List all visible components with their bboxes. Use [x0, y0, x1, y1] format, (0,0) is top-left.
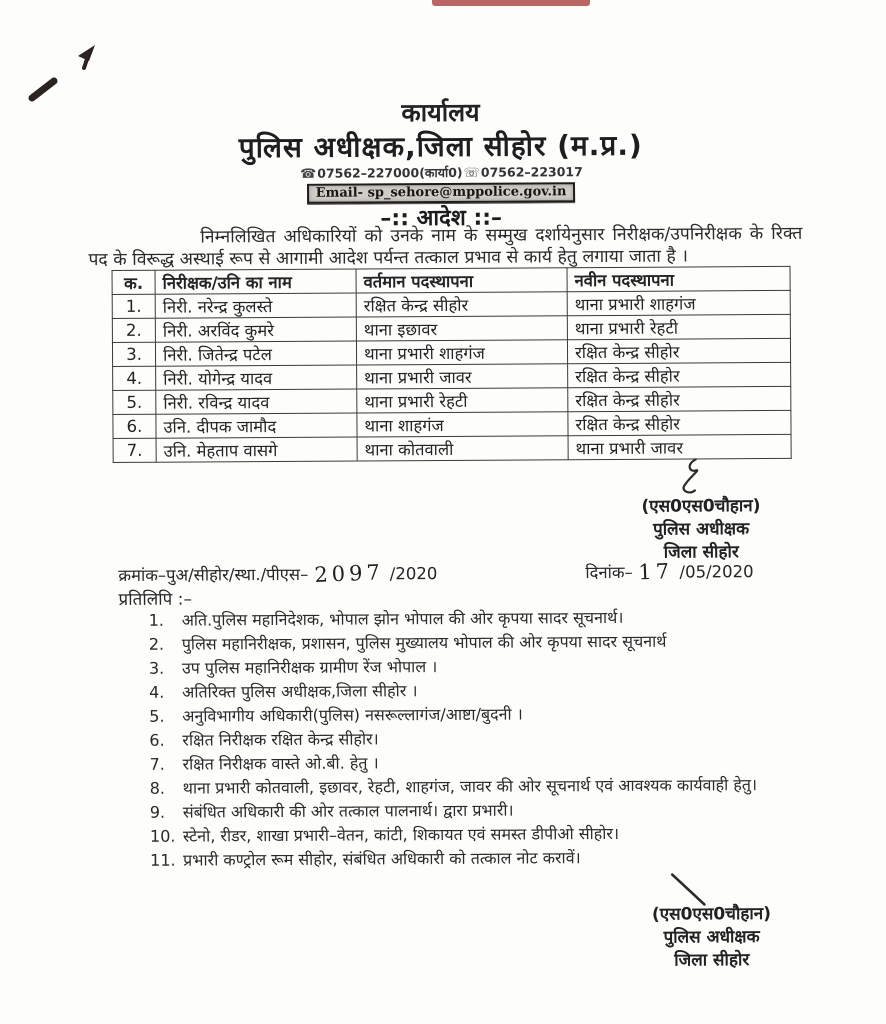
transfer-table [112, 266, 792, 463]
copies-heading: प्रतिलिपि :– [118, 589, 192, 610]
column-header-serial: क. [112, 270, 155, 294]
table-cell: 7. [113, 438, 156, 462]
phone-office-number: 07562–227000(कार्या0) [317, 164, 463, 181]
copy-list-number: 8. [149, 778, 166, 798]
table-cell: 3. [112, 342, 155, 366]
table-cell: उनि. दीपक जामौद [156, 413, 357, 438]
copy-list-text: पुलिस महानिरीक्षक, प्रशासन, पुलिस मुख्यालय भोपाल की ओर कृपया सादर सूचनार्थ [181, 631, 667, 654]
table-cell: 4. [113, 366, 156, 390]
fax-icon: ☏ [463, 165, 480, 181]
copy-list-number: 1. [148, 610, 164, 630]
reference-line [0, 557, 886, 587]
copy-list-item [150, 773, 856, 799]
reference-number [118, 560, 437, 586]
copy-list-number: 6. [149, 730, 165, 750]
letterhead-title: पुलिस अधीक्षक,जिला सीहोर (म.प्र.) [238, 128, 643, 165]
copy-list-number: 9. [149, 802, 166, 822]
table-cell: निरी. अरविंद कुमरे [155, 317, 356, 342]
copy-list-item [149, 701, 855, 727]
table-cell: थाना प्रभारी जावर [357, 364, 568, 389]
copy-list-text: थाना प्रभारी कोतवाली, इछावर, रेहटी, शाहगंज, जावर की ओर सूचनार्थ एवं आवश्यक कार्यवाही हेतु। [182, 775, 758, 798]
column-header-name: निरीक्षक/उनि का नाम [155, 269, 356, 294]
copy-list-text: प्रभारी कण्ट्रोल रूम सीहोर, संबंधित अधिकारी को तत्काल नोट करावें। [183, 848, 581, 870]
column-header-current-posting: वर्तमान पदस्थापना [356, 268, 567, 293]
signatory-district: जिला सीहोर [674, 950, 750, 971]
copy-list-number: 3. [148, 658, 165, 678]
date-rest: /05/2020 [679, 562, 754, 582]
copy-list-number: 5. [149, 706, 165, 726]
table-cell: रक्षित केन्द्र सीहोर [567, 338, 790, 363]
signature-block-bottom [622, 903, 800, 973]
date-day-handwritten: 17 [638, 558, 674, 585]
copy-list-item [149, 653, 855, 679]
intro-paragraph: निम्नलिखित अधिकारियों को उनके नाम के सम्मुख दर्शायेनुसार निरीक्षक/उपनिरीक्षक के रिक्त पद के विरूद्ध अस्थाई रूप से आगामी आदेश पर्यन्त तत्काल प्रभाव से कार्य हेतु लगाया जाता है । [88, 223, 803, 271]
email-highlight-box: Email- sp_sehore@mppolice.gov.in [307, 182, 576, 204]
signature-block-middle [612, 495, 790, 565]
copy-list-text: अतिरिक्त पुलिस अधीक्षक,जिला सीहोर । [182, 681, 418, 702]
table-cell: थाना प्रभारी रेहटी [567, 314, 790, 339]
copy-list-item [150, 845, 856, 871]
table-cell: थाना प्रभारी शाहगंज [567, 290, 790, 315]
table-cell: रक्षित केन्द्र सीहोर [568, 386, 791, 411]
copy-list-number: 2. [148, 634, 165, 654]
copy-list-text: स्टेनो, रीडर, शाखा प्रभारी–वेतन, कांटी, शिकायत एवं समस्त डीपीओ सीहोर। [182, 823, 620, 846]
table-cell: निरी. योगेन्द्र यादव [156, 365, 357, 390]
copy-list-item [149, 629, 855, 655]
copy-list-number: 10. [149, 826, 176, 846]
table-cell: 5. [113, 390, 156, 414]
copy-list-text: अति.पुलिस महानिदेशक, भोपाल झोन भोपाल की ओर कृपया सादर सूचनार्थ। [181, 607, 624, 630]
signatory-name: (एस0एस0चौहान) [651, 904, 772, 925]
signature-scribble-top [668, 456, 712, 498]
table-cell: 2. [112, 318, 155, 342]
copy-list-item [149, 725, 855, 751]
copy-list-text: उप पुलिस महानिरीक्षक ग्रामीण रेंज भोपाल । [181, 657, 438, 678]
copy-list-number: 7. [149, 754, 165, 774]
table-cell: उनि. मेहताप वासगे [156, 437, 357, 462]
column-header-new-posting: नवीन पदस्थापना [567, 266, 790, 291]
reference-date [585, 558, 753, 583]
copy-list-item [150, 821, 856, 847]
table-cell: थाना शाहगंज [357, 412, 568, 437]
table-cell: निरी. जितेन्द्र पटेल [155, 341, 356, 366]
phone-icon: ☎ [299, 166, 317, 182]
reference-number-label: क्रमांक–पुअ/सीहोर/स्था./पीएस– [118, 564, 309, 585]
copy-list-text: अनुविभागीय अधिकारी(पुलिस) नसरूल्लागंज/आष्टा/बुदनी । [182, 704, 523, 726]
table-cell: रक्षित केन्द्र सीहोर [568, 362, 791, 387]
signatory-designation: पुलिस अधीक्षक [663, 927, 760, 948]
table-cell: थाना प्रभारी जावर [568, 434, 791, 459]
reference-number-year: /2020 [389, 564, 438, 584]
table-cell: निरी. रविन्द्र यादव [156, 389, 357, 414]
table-cell: 1. [112, 294, 155, 318]
signatory-designation: पुलिस अधीक्षक [653, 519, 750, 540]
signatory-name: (एस0एस0चौहान) [641, 496, 761, 517]
reference-number-handwritten: 2097 [313, 560, 385, 587]
copy-list-text: रक्षित निरीक्षक वास्ते ओ.बी. हेतु । [182, 753, 379, 774]
table-cell: थाना इछावर [356, 316, 567, 341]
table-cell: थाना प्रभारी शाहगंज [356, 340, 567, 365]
copy-list-text: रक्षित निरीक्षक रक्षित केन्द्र सीहोर। [182, 729, 379, 750]
copy-list [149, 605, 857, 873]
signatory-district: जिला सीहोर [663, 542, 739, 563]
copy-list-text: संबंधित अधिकारी की ओर तत्काल पालनार्थ। द्वारा प्रभारी। [182, 800, 514, 822]
copy-list-item [149, 677, 855, 703]
table-cell: थाना प्रभारी रेहटी [357, 388, 568, 413]
fax-number: 07562–223017 [480, 164, 583, 180]
table-row [112, 290, 790, 318]
copy-list-item [150, 797, 856, 823]
order-heading: –:: आदेश ::– [380, 205, 503, 232]
copy-list-item [149, 605, 855, 631]
date-label: दिनांक– [585, 562, 633, 583]
copy-list-number: 4. [149, 682, 165, 702]
table-cell: 6. [113, 414, 156, 438]
letterhead-office-line: कार्यालय [401, 97, 480, 128]
copy-list-item [149, 749, 855, 775]
copy-list-number: 11. [150, 850, 176, 870]
table-cell: थाना कोतवाली [357, 436, 568, 461]
table-cell: निरी. नरेन्द्र कुलस्ते [155, 293, 356, 318]
table-cell: रक्षित केन्द्र सीहोर [568, 410, 791, 435]
transfer-table-body [112, 290, 791, 462]
table-cell: रक्षित केन्द्र सीहोर [356, 292, 567, 317]
